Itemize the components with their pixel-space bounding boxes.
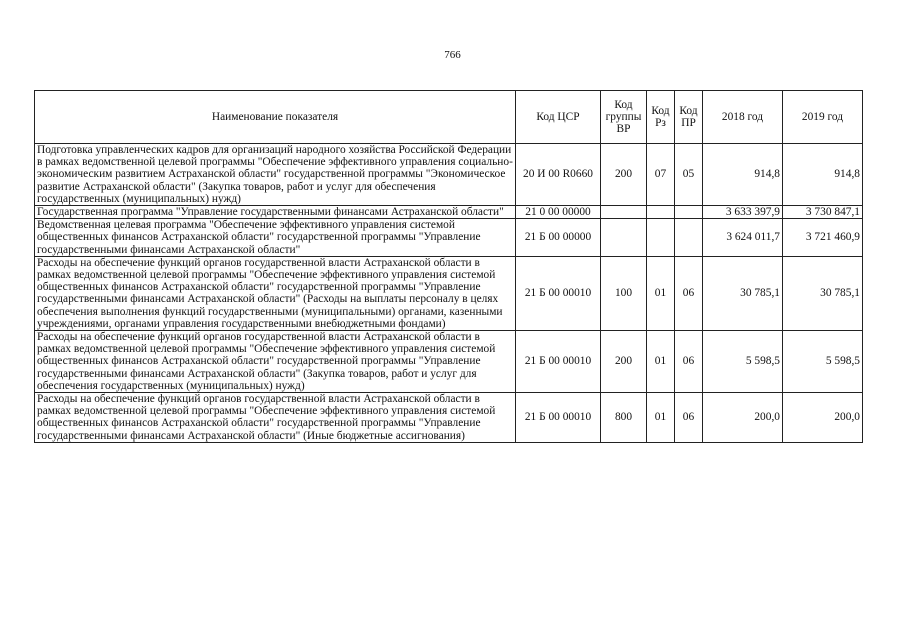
row-name: Государственная программа "Управление государственными финансами Астраханской области" xyxy=(35,206,516,219)
row-rz xyxy=(647,219,675,257)
table-row xyxy=(35,144,863,206)
row-csr: 21 Б 00 00010 xyxy=(516,256,601,330)
row-2019: 200,0 xyxy=(783,393,863,443)
row-rz: 01 xyxy=(647,331,675,393)
row-vr: 800 xyxy=(601,393,647,443)
row-2018: 3 624 011,7 xyxy=(703,219,783,257)
row-2018: 914,8 xyxy=(703,144,783,206)
row-name: Расходы на обеспечение функций органов государственной власти Астраханской области в рамках ведомственной целевой программы "Обеспечение эффективного управления системой общественных финансов Астраханской области" государственной программы "Управление государственными финансами Астраханской области" (Иные бюджетные ассигнования) xyxy=(35,393,516,443)
row-vr: 100 xyxy=(601,256,647,330)
row-rz xyxy=(647,206,675,219)
row-2019: 3 730 847,1 xyxy=(783,206,863,219)
row-name: Расходы на обеспечение функций органов государственной власти Астраханской области в рамках ведомственной целевой программы "Обеспечение эффективного управления системой общественных финансов Астраханской области" государственной программы "Управление государственными финансами Астраханской области" (Закупка товаров, работ и услуг для обеспечения государственных (муниципальных) нужд) xyxy=(35,331,516,393)
header-name: Наименование показателя xyxy=(35,91,516,144)
table-row xyxy=(35,393,863,443)
row-2019: 3 721 460,9 xyxy=(783,219,863,257)
row-rz: 01 xyxy=(647,256,675,330)
table-header-row xyxy=(35,91,863,144)
row-2018: 5 598,5 xyxy=(703,331,783,393)
row-vr: 200 xyxy=(601,144,647,206)
header-csr: Код ЦСР xyxy=(516,91,601,144)
row-pr xyxy=(675,206,703,219)
budget-table xyxy=(34,90,863,443)
row-name: Подготовка управленческих кадров для организаций народного хозяйства Российской Федерации в рамках ведомственной целевой программы "Обеспечение эффективного управления социально-экономическим развитием Астраханской области" государственной программы "Экономическое развитие Астраханской области" (Закупка товаров, работ и услуг для обеспечения государственных (муниципальных) нужд) xyxy=(35,144,516,206)
page-number: 766 xyxy=(444,49,461,61)
row-pr: 06 xyxy=(675,256,703,330)
header-pr: Код ПР xyxy=(675,91,703,144)
row-pr: 05 xyxy=(675,144,703,206)
header-2018: 2018 год xyxy=(703,91,783,144)
row-2019: 30 785,1 xyxy=(783,256,863,330)
table-row xyxy=(35,256,863,330)
row-vr xyxy=(601,206,647,219)
row-rz: 07 xyxy=(647,144,675,206)
row-name: Расходы на обеспечение функций органов государственной власти Астраханской области в рамках ведомственной целевой программы "Обеспечение эффективного управления системой общественных финансов Астраханской области" государственной программы "Управление государственными финансами Астраханской области" (Расходы на выплаты персоналу в целях обеспечения выполнения функций государственными (муниципальными) органами, казенными учреждениями, органами управления государственными внебюджетными фондами) xyxy=(35,256,516,330)
row-name: Ведомственная целевая программа "Обеспечение эффективного управления системой общественных финансов Астраханской области" государственной программы "Управление государственными финансами Астраханской области" xyxy=(35,219,516,257)
header-2019: 2019 год xyxy=(783,91,863,144)
row-2019: 914,8 xyxy=(783,144,863,206)
row-vr: 200 xyxy=(601,331,647,393)
row-2018: 3 633 397,9 xyxy=(703,206,783,219)
row-csr: 21 Б 00 00000 xyxy=(516,219,601,257)
row-pr: 06 xyxy=(675,393,703,443)
row-2018: 30 785,1 xyxy=(703,256,783,330)
row-csr: 21 0 00 00000 xyxy=(516,206,601,219)
row-rz: 01 xyxy=(647,393,675,443)
row-csr: 21 Б 00 00010 xyxy=(516,393,601,443)
row-pr xyxy=(675,219,703,257)
row-vr xyxy=(601,219,647,257)
table-row xyxy=(35,331,863,393)
row-2018: 200,0 xyxy=(703,393,783,443)
header-vr: Код группы ВР xyxy=(601,91,647,144)
row-pr: 06 xyxy=(675,331,703,393)
table-row xyxy=(35,206,863,219)
header-rz: Код Рз xyxy=(647,91,675,144)
row-2019: 5 598,5 xyxy=(783,331,863,393)
table-row xyxy=(35,219,863,257)
row-csr: 20 И 00 R0660 xyxy=(516,144,601,206)
row-csr: 21 Б 00 00010 xyxy=(516,331,601,393)
